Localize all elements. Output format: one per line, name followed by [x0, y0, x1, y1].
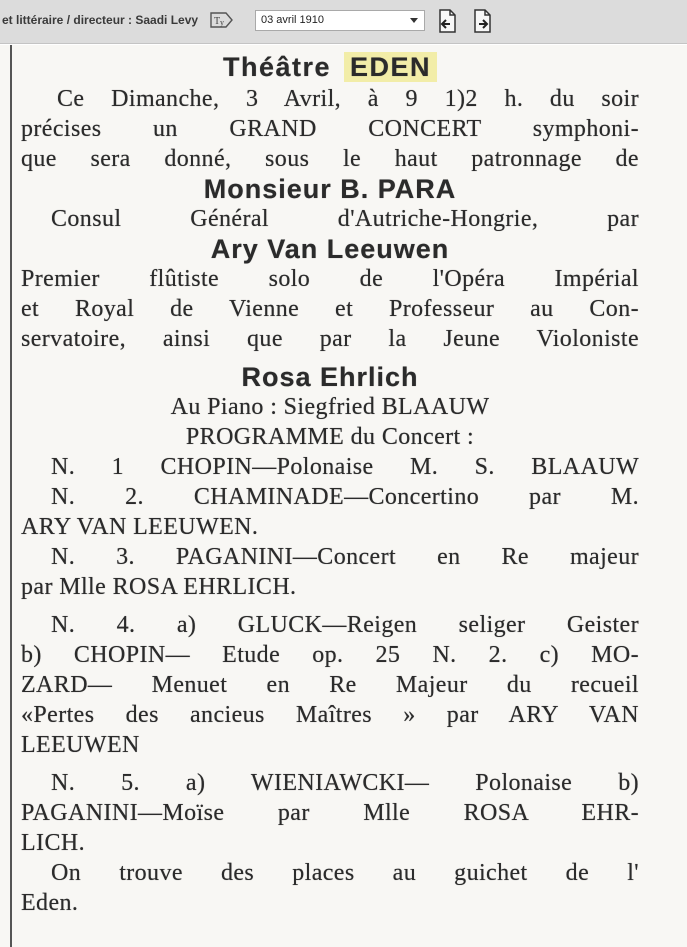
article-line: Au Piano : Siegfried BLAAUW: [170, 394, 490, 420]
article-line: Eden.: [21, 890, 79, 916]
article-line: servatoire, ainsi que par la Jeune Violoniste: [21, 326, 639, 352]
text-mode-button[interactable]: [210, 11, 234, 29]
chevron-down-icon: [409, 14, 419, 26]
programme-item: b) CHOPIN— Etude op. 25 N. 2. c) MO-: [21, 642, 639, 668]
text-mode-icon: [210, 11, 234, 29]
programme-item: PAGANINI—Moïse par Mlle ROSA EHR-: [21, 800, 639, 826]
title-prefix: Théâtre: [222, 52, 331, 82]
column-rule: [10, 45, 12, 947]
article-line: On trouve des places au guichet de l': [51, 860, 639, 886]
programme-item: par Mlle ROSA EHRLICH.: [21, 574, 297, 600]
violinist-name: Rosa Ehrlich: [241, 362, 419, 392]
programme-item: «Pertes des ancieus Maîtres » par ARY VAN: [21, 702, 639, 728]
article-line: que sera donné, sous le haut patronnage de: [21, 146, 639, 172]
viewer-toolbar: [0, 0, 687, 44]
programme-item: LICH.: [21, 830, 85, 856]
previous-document-button[interactable]: [436, 8, 458, 34]
programme-item: LEEUWEN: [21, 732, 140, 758]
article-line: Ce Dimanche, 3 Avril, à 9 1)2 h. du soir: [57, 86, 639, 112]
article-line: précises un GRAND CONCERT symphoni-: [21, 116, 639, 142]
article-line: Consul Général d'Autriche-Hongrie, par: [51, 206, 639, 232]
publication-title: et littéraire / directeur : Saadi Levy: [2, 13, 199, 27]
programme-item: ZARD— Menuet en Re Majeur du recueil: [21, 672, 639, 698]
issue-date-select[interactable]: [255, 10, 425, 31]
spacer: [21, 760, 639, 768]
document-next-icon: [472, 8, 494, 34]
next-document-button[interactable]: [472, 8, 494, 34]
article-title: [21, 51, 639, 84]
programme-item: N. 1 CHOPIN—Polonaise M. S. BLAAUW: [51, 454, 639, 480]
svg-text:y: y: [220, 18, 224, 27]
programme-item: N. 3. PAGANINI—Concert en Re majeur: [51, 544, 639, 570]
patron-name: Monsieur B. PARA: [203, 174, 457, 204]
programme-item: ARY VAN LEEUWEN.: [21, 514, 259, 540]
performer-name: Ary Van Leeuwen: [210, 234, 450, 264]
article-line: et Royal de Vienne et Professeur au Con-: [21, 296, 639, 322]
spacer: [21, 602, 639, 610]
article-line: Premier flûtiste solo de l'Opéra Impérial: [21, 266, 639, 292]
newspaper-page: [0, 45, 687, 947]
programme-item: N. 4. a) GLUCK—Reigen seliger Geister: [51, 612, 639, 638]
search-highlight: EDEN: [344, 52, 437, 82]
article-theatre-eden: [21, 51, 639, 918]
issue-date-value: 03 avril 1910: [261, 14, 324, 26]
programme-item: N. 5. a) WIENIAWCKI— Polonaise b): [51, 770, 639, 796]
document-previous-icon: [436, 8, 458, 34]
programme-item: N. 2. CHAMINADE—Concertino par M.: [51, 484, 639, 510]
svg-text:T: T: [214, 16, 221, 27]
programme-heading: PROGRAMME du Concert :: [185, 424, 475, 450]
spacer: [21, 354, 639, 362]
